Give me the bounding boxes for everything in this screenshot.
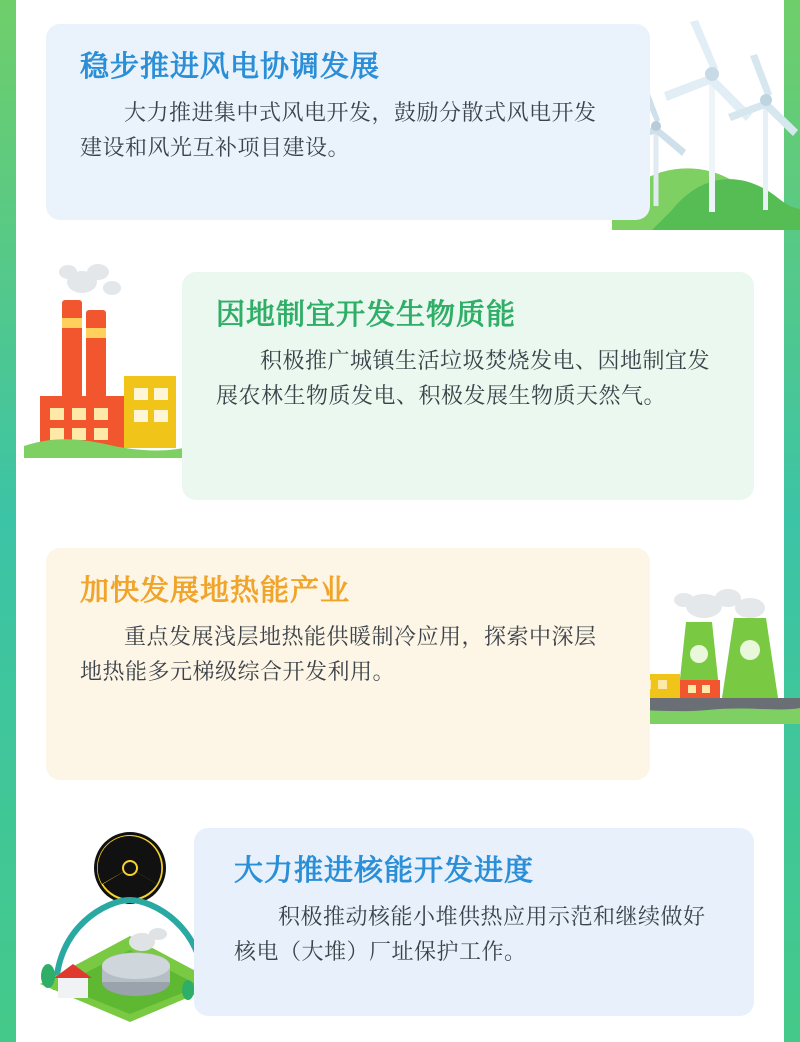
- factory-smokestack-icon: [24, 258, 192, 458]
- section-title-biomass: 因地制宜开发生物质能: [216, 299, 517, 331]
- section-body-biomass: 积极推广城镇生活垃圾焚烧发电、因地制宜发展农林生物质发电、积极发展生物质天然气。: [216, 347, 711, 409]
- section-card-biomass: [182, 272, 754, 500]
- section-card-wind: [46, 24, 650, 220]
- section-card-nuclear: [194, 828, 754, 1016]
- section-title-geothermal: 加快发展地热能产业: [80, 575, 351, 607]
- section-body-geothermal: 重点发展浅层地热能供暖制冷应用，探索中深层地热能多元梯级综合开发利用。: [80, 623, 597, 685]
- section-body-nuclear: 积极推动核能小堆供热应用示范和继续做好核电（大堆）厂址保护工作。: [234, 903, 706, 965]
- section-body-wind: 大力推进集中式风电开发，鼓励分散式风电开发建设和风光互补项目建设。: [80, 99, 597, 161]
- left-edge-bar: [0, 0, 16, 1042]
- section-card-geothermal: [46, 548, 650, 780]
- section-title-nuclear: 大力推进核能开发进度: [234, 855, 535, 887]
- section-title-wind: 稳步推进风电协调发展: [80, 51, 381, 83]
